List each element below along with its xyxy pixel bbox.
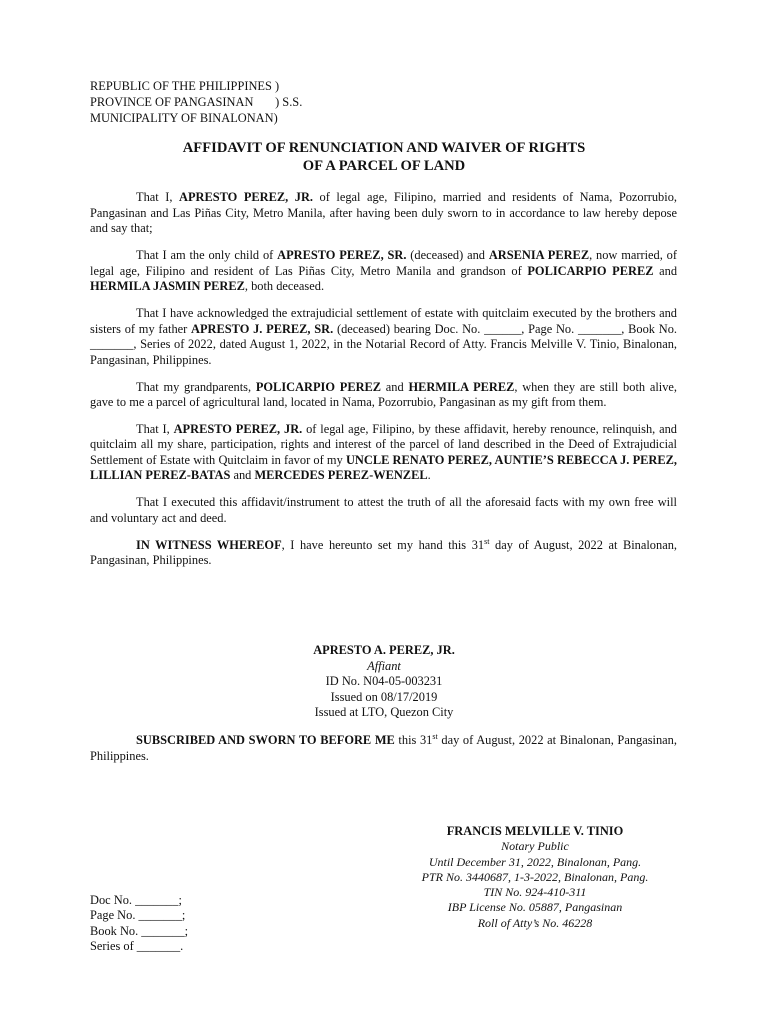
page-no: Page No. _______; — [90, 908, 186, 923]
paragraph-attestation: That I executed this affidavit/instrument to attest the truth of all the aforesaid facts with my own free will and voluntary act and deed. — [90, 495, 677, 525]
notary-ptr: PTR No. 3440687, 1-3-2022, Binalonan, Pang. — [421, 869, 649, 884]
title-line-1: AFFIDAVIT OF RENUNCIATION AND WAIVER OF RIGHTS — [182, 140, 586, 156]
jurat-paragraph: SUBSCRIBED AND SWORN TO BEFORE ME this 31st day of August, 2022 at Binalonan, Pangasinan, Philippines. — [90, 732, 677, 763]
notary-role: Notary Public — [501, 839, 569, 854]
affiant-id: ID No. N04-05-003231 — [325, 674, 443, 688]
affidavit-body — [90, 190, 677, 580]
doc-no: Doc No. _______; — [90, 893, 182, 907]
venue-line-republic: REPUBLIC OF THE PHILIPPINES ) — [90, 79, 280, 93]
paragraph-identity: That I, APRESTO PEREZ, JR. of legal age, Filipino, married and residents of Nama, Pozorrubio, Pangasinan and Las Piñas City, Metro Manila, after having been duly sworn to in accordance to law hereby depose and say that; — [90, 190, 677, 235]
paragraph-witness: IN WITNESS WHEREOF, I have hereunto set my hand this 31st day of August, 2022 at Binalonan, Pangasinan, Philippines. — [90, 536, 677, 567]
notary-name: FRANCIS MELVILLE V. TINIO — [446, 824, 624, 838]
notary-ibp: IBP License No. 05887, Pangasinan — [447, 900, 623, 915]
venue-line-municipality: MUNICIPALITY OF BINALONAN) — [90, 111, 278, 125]
paragraph-gift: That my grandparents, POLICARPIO PEREZ and HERMILA PEREZ, when they are still both alive, gave to me a parcel of agricultural land, located in Nama, Pozorrubio, Pangasinan as my gift from them. — [90, 379, 677, 409]
notary-commission: Until December 31, 2022, Binalonan, Pang. — [428, 854, 642, 869]
paragraph-parentage: That I am the only child of APRESTO PEREZ, SR. (deceased) and ARSENIA PEREZ, now married, of legal age, Filipino and resident of Las Piñas City, Metro Manila and grandson of POLICARPIO PEREZ and HERMILA JASMIN PEREZ, both deceased. — [90, 248, 678, 293]
series-of: Series of _______. — [90, 939, 184, 954]
paragraph-settlement: That I have acknowledged the extrajudicial settlement of estate with quitclaim executed by the brothers and sisters of my father APRESTO J. PEREZ, SR. (deceased) bearing Doc. No. ______, Page No. _______, Book No. _______, Series of 2022, dated August 1, 2022, in the Notarial Record of Atty. Francis Melville V. Tinio, Binalonan, Pangasinan, Philippines. — [90, 306, 677, 367]
affiant-name: APRESTO A. PEREZ, JR. — [313, 643, 455, 657]
notary-block — [380, 824, 690, 931]
affiant-signature-block — [268, 643, 500, 721]
paragraph-renunciation: That I, APRESTO PEREZ, JR. of legal age, Filipino, by these affidavit, hereby renounce, relinquish, and quitclaim all my share, participation, rights and interest of the parcel of land described in the Deed of Extrajudicial Settlement of Estate with Quitclaim in favor of my UNCLE RENATO PEREZ, AUNTIE’S REBECCA J. PEREZ, LILLIAN PEREZ-BATAS and MERCEDES PEREZ-WENZEL. — [90, 421, 677, 482]
affiant-id-issued-at: Issued at LTO, Quezon City — [314, 705, 454, 719]
affiant-id-issued-on: Issued on 08/17/2019 — [330, 689, 438, 704]
title-line-2: OF A PARCEL OF LAND — [302, 158, 466, 174]
notarial-register-block — [90, 893, 188, 955]
venue-line-province: PROVINCE OF PANGASINAN ) S.S. — [90, 95, 303, 109]
book-no: Book No. _______; — [90, 923, 189, 938]
affiant-role: Affiant — [367, 658, 401, 673]
venue-block — [90, 78, 302, 126]
notary-tin: TIN No. 924-410-311 — [483, 885, 587, 900]
notary-roll: Roll of Atty’s No. 46228 — [477, 915, 593, 930]
document-title — [90, 139, 678, 175]
